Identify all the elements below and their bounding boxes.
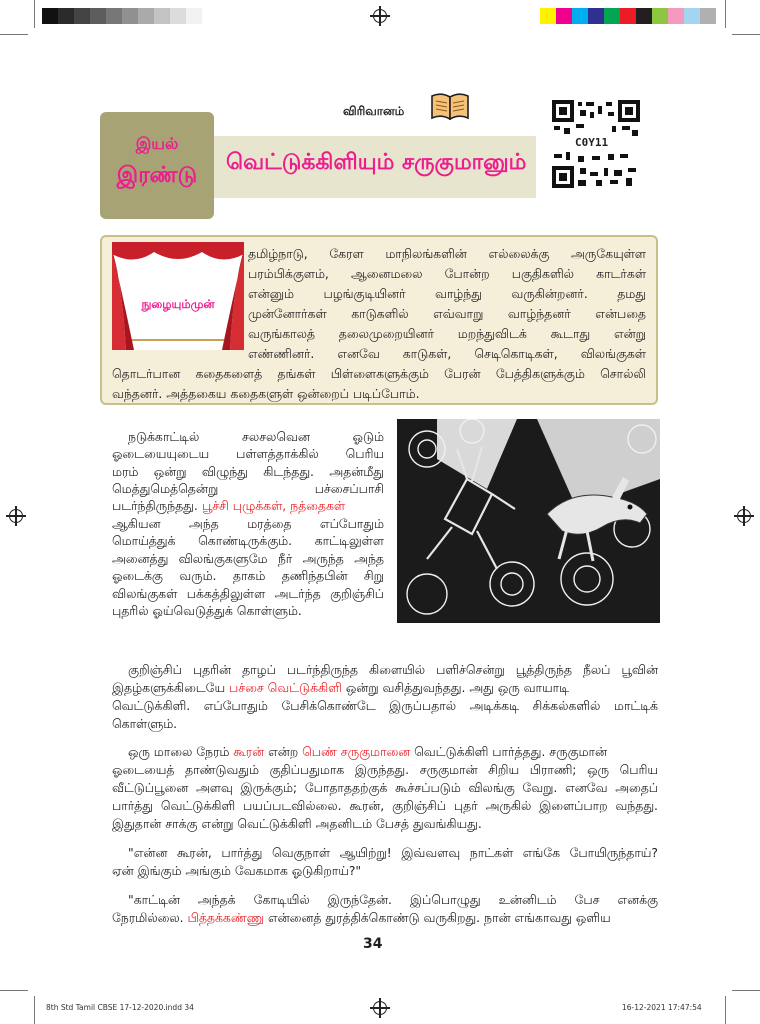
highlight-mousedeer: பெண் சருகுமானை (302, 744, 411, 759)
para4-line: ஏன் இங்கும் அங்கும் வேகமாக ஓடுகிறாய்?" (112, 863, 362, 878)
para1-line: மெத்துமெத்தென்று பச்சைப்பாசி (112, 481, 384, 496)
para1-line: புதரில் ஓய்வெடுத்துக் கொள்ளும். (112, 603, 302, 618)
intro-line: என்னும் பழங்குடியினர் வாழ்ந்து வருகின்றனர். தமது (248, 286, 646, 301)
theatre-curtain-icon (112, 242, 244, 350)
para3-line (128, 744, 607, 760)
crop-mark (0, 990, 28, 991)
unit-label-top: இயல் (135, 134, 179, 153)
para3-line: ஓடையைத் தாண்டுவதும் குதிப்பதுமாக இருந்தது. சருகுமான் சிறிய பிராணி; ஒரு பெரிய (112, 762, 658, 777)
para1-line: ஓடையையுடைய பள்ளத்தாக்கில் பெரிய (112, 446, 384, 461)
intro-line: வந்தனர். அத்தகைய கதைகளுள் ஒன்றைப் படிப்போம். (112, 386, 420, 401)
para1-line: விலங்குகள் பக்கத்திலுள்ள அடர்ந்த குறிஞ்சிப் (112, 586, 384, 601)
grayscale-swatch-bar (42, 8, 202, 24)
registration-mark-top (373, 9, 387, 23)
highlight-pithakannu: பித்தக்கண்ணு (187, 910, 264, 925)
para3-line: இதுதான் சாக்கு என்று வெட்டுக்கிளி அதனிடம் பேசத் துவங்கியது. (112, 816, 482, 831)
intro-line: தொடர்பான கதைகளைத் தங்கள் பிள்ளைகளுக்கும் பேரன் பேத்திகளுக்கும் சொல்லி (112, 366, 646, 381)
intro-line: பரம்பிக்குளம், ஆனைமலை போன்ற பகுதிகளில் காடர்கள் (248, 266, 646, 281)
page-number: 34 (363, 936, 383, 952)
intro-line: தமிழ்நாடு, கேரள மாநிலங்களின் எல்லைக்கு அருகேயுள்ள (248, 246, 646, 261)
registration-mark-left (9, 509, 23, 523)
para5-line: "காட்டின் அந்தக் கோடியில் இருந்தேன். இப்பொழுது உன்னிடம் பேச எனக்கு (128, 892, 658, 907)
grasshopper-mousedeer-illustration (397, 419, 660, 623)
para5-text: என்னைத் துரத்திக்கொண்டு வருகிறது. நான் எங்காவது ஒளிய (267, 910, 611, 925)
para1-line (112, 498, 384, 514)
intro-line: வருங்காலத் தலைமுறையினர் மறந்துவிடக் கூடாது என்று (248, 326, 646, 341)
crop-mark (725, 0, 726, 28)
crop-mark (725, 996, 726, 1024)
para4-line: "என்ன கூரன், பார்த்து வெகுநாள் ஆயிற்று! இவ்வளவு நாட்கள் எங்கே போயிருந்தாய்? (128, 845, 658, 860)
footer-file-info: 8th Std Tamil CBSE 17-12-2020.indd 34 (46, 1003, 194, 1012)
para1-text: படர்ந்திருந்தது. (112, 498, 198, 513)
para5-line (112, 910, 611, 926)
para3-line: பார்த்து வெட்டுக்கிளி பயப்படவில்லை. கூரன், குறிஞ்சிப் புதர் அருகில் இளைப்பாற வந்தது. (112, 798, 658, 813)
para3-text: வெட்டுக்கிளி பார்த்தது. சருகுமான் (414, 744, 607, 759)
para2-text: ஒன்று வசித்துவந்தது. அது ஒரு வாயாடி (345, 680, 569, 695)
crop-mark (34, 0, 35, 28)
para5-text: நேரமில்லை. (112, 910, 184, 925)
para2-text: இதழ்களுக்கிடையே (112, 680, 226, 695)
crop-mark (34, 996, 35, 1024)
para1-line: ஓடைக்கு வரும். தாகம் தணிந்தபின் சிறு (112, 568, 384, 583)
para1-line: நடுக்காட்டில் சலசலவென ஓடும் (128, 429, 384, 444)
para1-line: மொய்த்துக் கொண்டிருக்கும். காட்டிலுள்ள (112, 533, 384, 548)
color-swatch-bar (540, 8, 716, 24)
crop-mark (732, 34, 760, 35)
section-label: விரிவானம் (343, 104, 405, 118)
intro-line: முன்னோர்கள் காடுகளில் எவ்வாறு வாழ்ந்தனர் என்பதை (248, 306, 646, 321)
highlight-kooran: கூரன் (233, 744, 265, 759)
registration-mark-bottom (373, 1001, 387, 1015)
qr-code-label: C0Y11 (572, 136, 611, 149)
open-book-icon (430, 92, 470, 120)
crop-mark (0, 34, 28, 35)
highlight-insects: பூச்சி புழுக்கள், நத்தைகள் (201, 498, 346, 513)
para2-line: வெட்டுக்கிளி. எப்போதும் பேசிக்கொண்டே இருப்பதால் அடிக்கடி சிக்கல்களில் மாட்டிக் (112, 698, 658, 713)
lesson-title: வெட்டுக்கிளியும் சருகுமானும் (226, 150, 527, 175)
highlight-grasshopper: பச்சை வெட்டுக்கிளி (229, 680, 342, 695)
para1-line: ஆகியன அந்த மரத்தை எப்போதும் (112, 516, 384, 531)
registration-mark-right (737, 509, 751, 523)
para3-line: வீட்டுப்பூனை அளவு இருக்கும்; போதாததற்குக் கூச்சப்படும் விலங்கு வேறு. எனவே அதைப் (112, 780, 658, 795)
footer-timestamp: 16-12-2021 17:47:54 (622, 1003, 702, 1012)
unit-label-bottom: இரண்டு (116, 163, 198, 188)
intro-line: எண்ணினர். எனவே காடுகள், செடிகொடிகள், விலங்குகள் (248, 346, 646, 361)
para1-line: அனைத்து விலங்குகளுமே நீர் அருந்த அந்த (112, 551, 384, 566)
para2-line: கொள்ளும். (112, 716, 178, 731)
crop-mark (732, 990, 760, 991)
para1-line: மரம் ஒன்று விழுந்து கிடந்தது. அதன்மீது (112, 464, 384, 479)
stage-label: நுழையும்முன் (141, 297, 215, 311)
para2-line: குறிஞ்சிப் புதரின் தாழப் படர்ந்திருந்த கிளையில் பளிச்சென்று பூத்திருந்த நீலப் பூவின் (128, 662, 658, 677)
para3-text: ஒரு மாலை நேரம் (128, 744, 230, 759)
para3-text: என்ற (268, 744, 299, 759)
para2-line (112, 680, 569, 696)
